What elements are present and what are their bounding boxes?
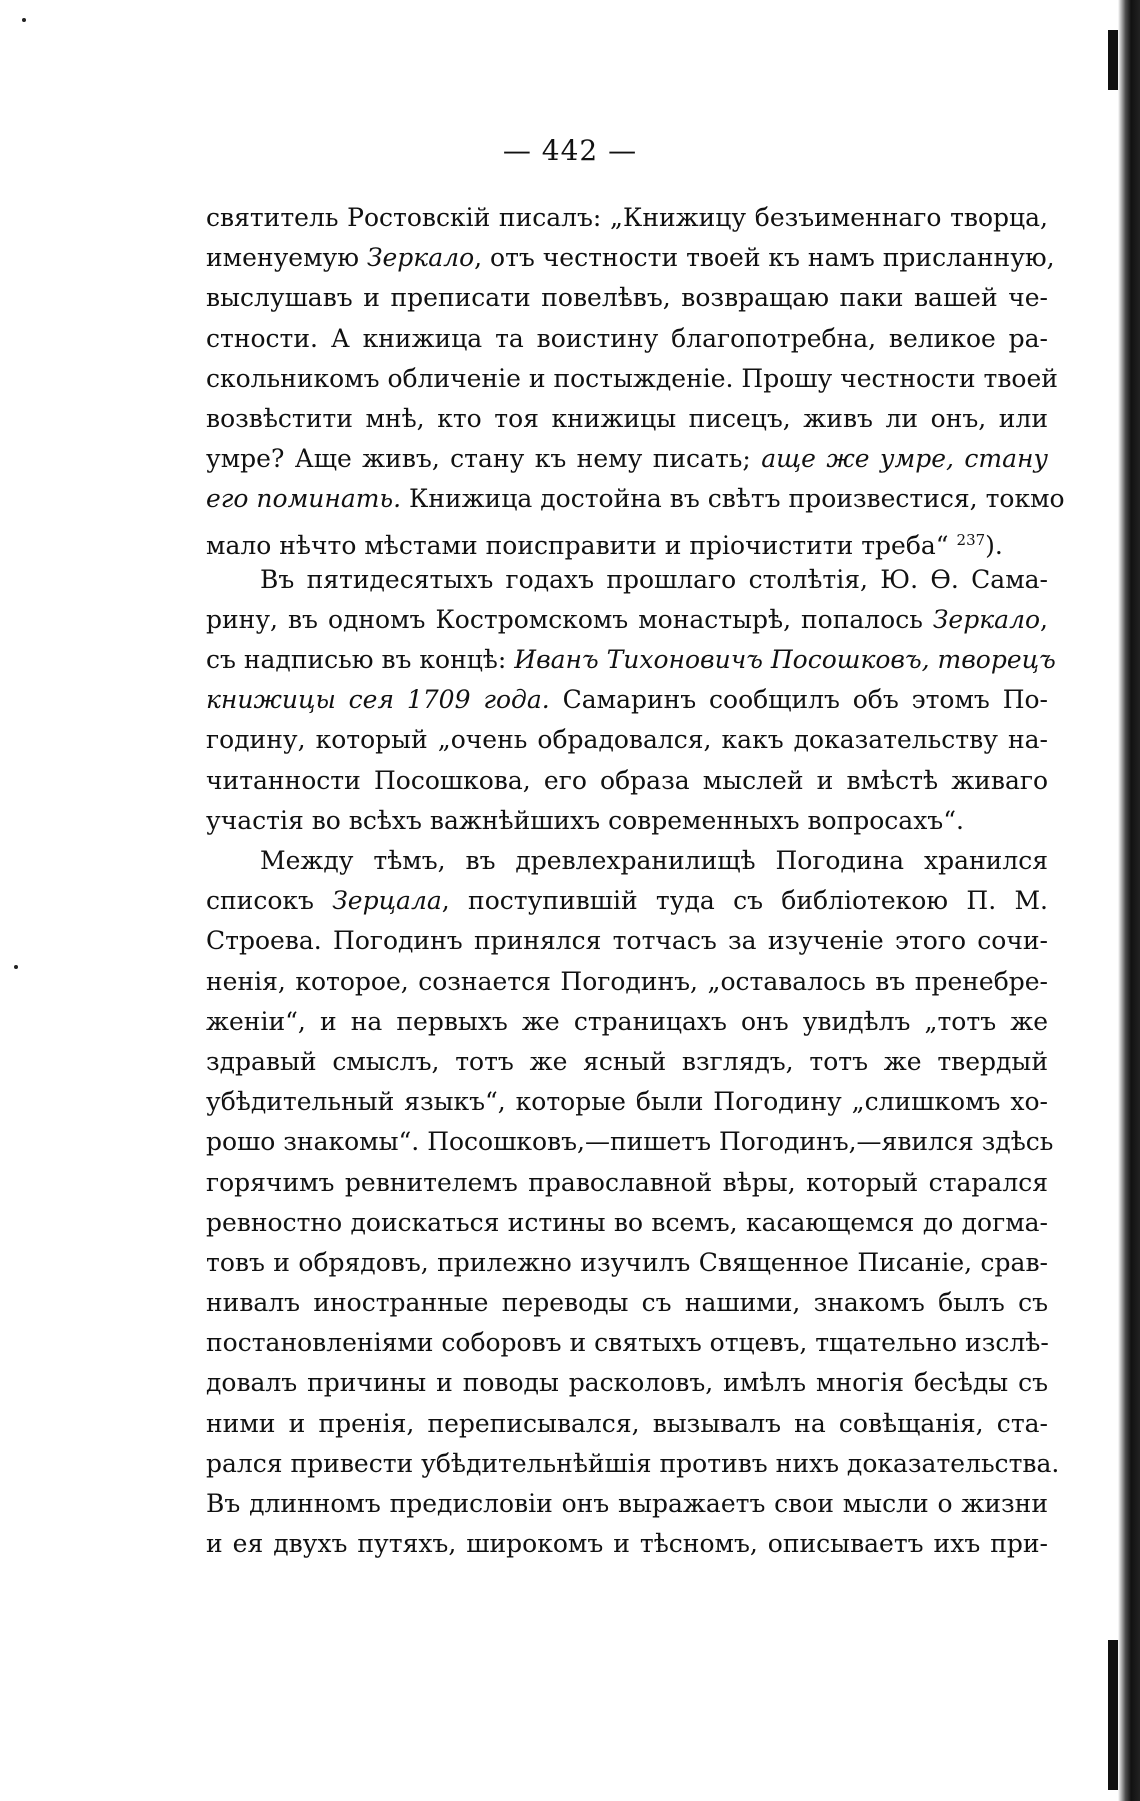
text-line: [206, 1283, 1048, 1323]
text-line: [206, 359, 1058, 399]
text-run: Въ длинномъ предисловіи онъ выражаетъ свои мысли о жизни: [206, 1489, 1048, 1518]
text-run: рину, въ одномъ Костромскомъ монастырѣ, попалось: [206, 604, 933, 634]
text-line: [206, 1122, 1054, 1162]
text-run: постановленіями соборовъ и святыхъ отцевъ, тщательно изслѣ-: [206, 1328, 1049, 1358]
text-line: [206, 640, 1056, 680]
text-run: его поминать.: [206, 484, 402, 514]
edge-mark: [1108, 1640, 1118, 1790]
text-run: горячимъ ревнителемъ православной вѣры, который старался: [206, 1167, 1048, 1197]
text-line: [206, 1082, 1048, 1122]
text-run: именуемую: [206, 243, 367, 273]
text-run: и ея двухъ путяхъ, широкомъ и тѣсномъ, описываетъ ихъ при-: [206, 1529, 1048, 1559]
text-line: [206, 801, 1048, 841]
text-run: Зерцала: [332, 886, 442, 916]
text-run: Между тѣмъ, въ древлехранилищѣ Погодина хранился: [260, 846, 1048, 875]
text-line: [206, 921, 1048, 961]
text-line: [206, 520, 1048, 560]
text-run: выслушавъ и преписати повелѣвъ, возвращаю паки вашей че-: [206, 283, 1048, 313]
text-run: Зеркало: [932, 604, 1041, 634]
text-line: [206, 1203, 1048, 1243]
text-line: [206, 881, 1048, 921]
text-run: ненія, которое, сознается Погодинъ, „оставалось въ пренебре-: [206, 966, 1048, 996]
text-run: съ надписью въ концѣ:: [206, 645, 515, 675]
text-run: ревностно доискаться истины во всемъ, касающемся до догма-: [206, 1207, 1048, 1237]
text-line: [206, 1243, 1048, 1283]
text-run: святитель Ростовскій писалъ: „Книжицу безъименнаго творца,: [206, 203, 1048, 232]
text-line: [206, 1524, 1048, 1564]
text-run: книжицы сея 1709 года.: [206, 685, 550, 715]
page-number: — 442 —: [502, 134, 638, 167]
text-line: [206, 761, 1048, 801]
text-line: [206, 680, 1048, 720]
text-run: нивалъ иностранные переводы съ нашими, знакомъ былъ съ: [206, 1288, 1048, 1318]
text-run: аще же умре, стану: [761, 444, 1048, 474]
text-run: товъ и обрядовъ, прилежно изучилъ Священное Писаніе, срав-: [206, 1247, 1048, 1277]
text-run: умре? Аще живъ, стану къ нему писать;: [206, 444, 762, 474]
text-line: [206, 238, 1055, 278]
text-run: Зеркало: [366, 243, 475, 273]
speck: [14, 965, 18, 969]
text-line: [206, 841, 1048, 881]
text-line: [206, 1323, 1048, 1363]
text-run: рался привести убѣдительнѣйшія противъ нихъ доказательства.: [206, 1448, 1060, 1478]
speck: [22, 18, 26, 22]
text-run: женіи“, и на первыхъ же страницахъ онъ увидѣлъ „тотъ же: [206, 1006, 1048, 1036]
text-run: 237: [956, 530, 986, 549]
text-run: ними и пренія, переписывался, вызывалъ на совѣщанія, ста-: [206, 1408, 1048, 1438]
text-line: [206, 1163, 1048, 1203]
text-line: [206, 1404, 1048, 1444]
text-run: скольникомъ обличеніе и постыжденіе. Прошу честности твоей: [206, 363, 1058, 393]
text-run: годину, который „очень обрадовался, какъ доказательству на-: [206, 725, 1048, 755]
text-run: Въ пятидесятыхъ годахъ прошлаго столѣтія, Ю. Ѳ. Сама-: [260, 564, 1048, 594]
text-run: читанности Посошкова, его образа мыслей и вмѣстѣ живаго: [206, 765, 1048, 795]
edge-mark: [1108, 30, 1118, 90]
text-run: Книжица достойна въ свѣтъ произвестися, токмо: [401, 484, 1065, 514]
text-run: возвѣстити мнѣ, кто тоя книжицы писецъ, живъ ли онъ, или: [206, 403, 1048, 433]
text-line: [206, 720, 1048, 760]
text-run: мало нѣчто мѣстами поисправити и пріочистити треба“: [206, 530, 957, 560]
text-line: [206, 479, 1065, 519]
text-run: довалъ причины и поводы расколовъ, имѣлъ многія бесѣды съ: [206, 1368, 1048, 1398]
text-line: [206, 962, 1048, 1002]
body-text: [206, 198, 1065, 1564]
text-run: здравый смыслъ, тотъ же ясный взглядъ, тотъ же твердый: [206, 1046, 1048, 1076]
text-run: ).: [985, 530, 1003, 560]
text-run: стности. А книжица та воистину благопотребна, великое ра-: [206, 323, 1048, 353]
text-line: [206, 560, 1048, 600]
text-line: [206, 1002, 1048, 1042]
text-line: [206, 1484, 1048, 1524]
page-edge-shadow: [1118, 0, 1140, 1801]
text-run: рошо знакомы“. Посошковъ,—пишетъ Погодинъ,—явился здѣсь: [206, 1127, 1054, 1157]
text-line: [206, 1444, 1060, 1484]
text-run: Иванъ Тихоновичъ Посошковъ, творецъ: [514, 645, 1056, 675]
text-run: , поступившій туда съ библіотекою П. М.: [441, 886, 1048, 916]
text-line: [206, 600, 1048, 640]
text-run: Самаринъ сообщилъ объ этомъ По-: [549, 685, 1048, 715]
text-line: [206, 1363, 1048, 1403]
text-line: [206, 439, 1048, 479]
text-run: , отъ честности твоей къ намъ присланную,: [474, 243, 1055, 273]
text-run: убѣдительный языкъ“, которые были Погодину „слишкомъ хо-: [206, 1087, 1048, 1117]
text-line: [206, 198, 1048, 238]
text-run: участія во всѣхъ важнѣйшихъ современныхъ вопросахъ“.: [206, 805, 964, 835]
text-line: [206, 278, 1048, 318]
text-line: [206, 1042, 1048, 1082]
text-line: [206, 399, 1048, 439]
text-line: [206, 319, 1048, 359]
text-run: Строева. Погодинъ принялся тотчасъ за изученіе этого сочи-: [206, 926, 1048, 956]
text-run: ,: [1040, 604, 1048, 634]
text-run: списокъ: [206, 886, 333, 916]
